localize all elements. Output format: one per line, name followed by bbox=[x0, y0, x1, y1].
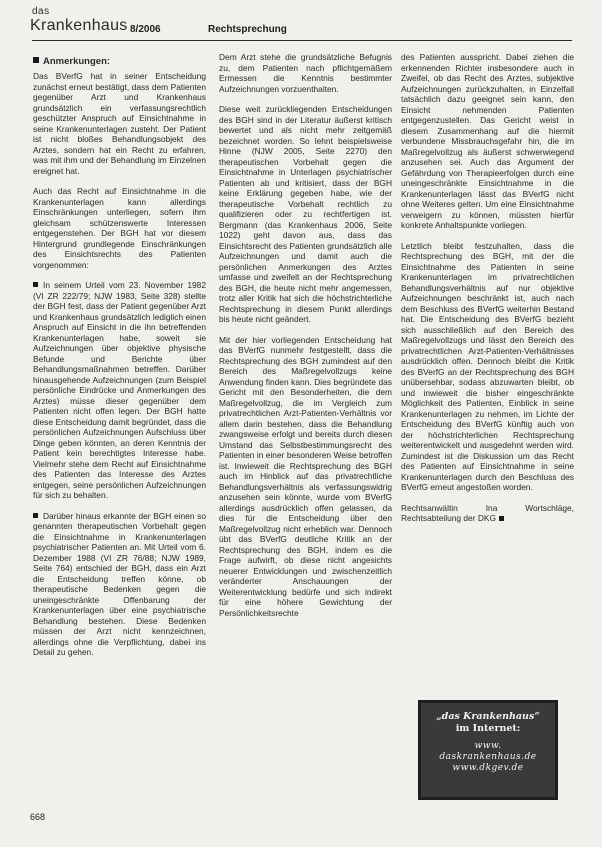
bullet-paragraph bbox=[33, 511, 206, 658]
internet-promo-box bbox=[418, 700, 558, 800]
square-bullet-icon bbox=[33, 57, 39, 63]
end-mark-icon bbox=[499, 516, 504, 521]
bullet-paragraph bbox=[33, 280, 206, 501]
bullet-text: Darüber hinaus erkannte der BGH einen so genannten therapeutischen Vorbehalt gegen die Einsichtnahme in Krankenunterlagen psychiatrischer Patienten an. Mit Urteil vom 6. Dezember 1988 (VI ZR 76/88; NJW 1989, Seite 764) entschied der BGH, dass ein Arzt die Entscheidung treffen könne, ob therapeutische Bedenken gegen die uneingeschränkte Offenbarung der Krankenunterlagen über eine psychiatrische Behandlung bestehen. Diese Bedenken müssen der Arzt nicht kennzeichnen, allerdings ohne die Verpflichtung, dabei ins Detail zu gehen. bbox=[33, 510, 206, 657]
bullet-text: In seinem Urteil vom 23. November 1982 (VI ZR 222/79; NJW 1983, Seite 328) stellte der BGH fest, dass der Patient gegenüber Arzt und Krankenhaus grundsätzlich lediglich einen Anspruch auf Einsicht in die ihn betreffenden Krankenunterlagen habe, soweit sie Aufzeichnungen über objektive physische Befunde und Berichte über Behandlungsmaßnahmen betreffen. Darüber hinausgehende Aufzeichnungen (zum Beispiel persönliche Eindrücke und Anmerkungen des Arztes) müsse dieser gegenüber dem Patienten nicht offen legen. Der BGH hatte diese Entscheidung damit begründet, dass die persönlichen Aufzeichnungen Aufschluss über Dinge geben könnten, an deren Kenntnis der Patient kein berechtigtes Interesse habe. Vielmehr stehe dem Recht auf Einsichtnahme des Patienten das Interesse des Arztes entgegen, seine persönlichen Aufzeichnungen für sich zu behalten. bbox=[33, 280, 206, 500]
notes-heading bbox=[33, 56, 206, 68]
issue-number: 8/2006 bbox=[130, 24, 161, 35]
paragraph: Diese weit zurückliegenden Entscheidungen des BGH sind in der Literatur äußerst kritisch bewertet und als nicht mehr zeitgemäß bezeichnet worden. So lehnt beispielsweise Hinne (NJW 2005, Seite 2270) den therapeutischen Vorbehalt gegen die Einsichtnahme in Unterlagen psychiatrischer Patienten ab und kritisiert, dass der BGH keine Erklärung gegeben habe, wie der therapeutische Vorbehalt rechtlich zu qualifizieren oder zu rechtfertigen ist. Bergmann (das Krankenhaus 2006, Seite 1022) geht davon aus, dass das Einsichtsrecht des Patienten grundsätzlich alle Aufzeichnungen und damit auch die persönlichen Anmerkungen des Arztes umfasse und zweifelt an der Rechtsprechung des BGH, die heute nicht mehr angemessen, trotz aller Kritik hat sich die höchstrichterliche Rechtsprechung in diesem Punkt allerdings bis heute nicht geändert. bbox=[219, 104, 392, 324]
paragraph: des Patienten ausspricht. Dabei ziehen die erkennenden Richter insbesondere auch in Zweifel, ob das Recht des Arztes, subjektive Aufzeichnungen zurückzuhalten, in Einzelfall tatsächlich dazu geeignet sein kann, den Einsicht nehmenden Patienten entgegenzustellen. Das Gericht weist in diesem Zusammenhang auf die hiermit verbundene Missbrauchsgefahr hin, die im Maßregelvollzug als äußerst schwerwiegend anzusehen sei. Auch das Argument der Gefährdung von Therapieerfolgen durch eine uneingeschränkte Einsichtnahme in die Krankenunterlagen lässt das BVerfG nicht ohne Weiteres gelten. Um eine Einsichtnahme verweigern zu können, müssten hierfür konkrete Anhaltspunkte vorliegen. bbox=[401, 52, 574, 230]
logo-main-text: Krankenhaus bbox=[30, 17, 128, 34]
promo-url-link[interactable]: daskrankenhaus.de bbox=[439, 752, 537, 762]
magazine-logo bbox=[30, 6, 126, 40]
column-left bbox=[33, 52, 206, 668]
author-signature bbox=[401, 503, 574, 524]
section-title: Rechtsprechung bbox=[208, 24, 287, 35]
promo-title: „das Krankenhaus“ bbox=[436, 711, 540, 722]
page-number: 668 bbox=[30, 812, 46, 822]
paragraph: Dem Arzt stehe die grundsätzliche Befugnis zu, dem Patienten nach pflichtgemäßem Ermessen die Kenntnis bestimmter Aufzeichnungen vorzuenthalten. bbox=[219, 52, 392, 94]
bullet-icon bbox=[33, 282, 38, 287]
paragraph: Mit der hier vorliegenden Entscheidung hat das BVerfG nunmehr festgestellt, dass die Rechtsprechung des BGH zumindest auf den Bereich des Maßregelvollzugs keine Anwendung finden kann. Dies begründete das Gericht mit den Besonderheiten, die dem Maßregelvollzug, die im Vergleich zum privatrechtlichen Arzt-Patienten-Verhältnis vor allem darin bestehen, dass die Behandlung zwangsweise erfolgt und bereits durch diesen Umstand das Selbstbestimmungsrecht des Patienten in einer besonderen Weise betroffen ist. Inwieweit die Rechtsprechung des BGH auch im Hinblick auf das privatrechtliche Behandlungsverhältnis als verfassungswidrig anzusehen sein könnte, wurde vom BVerfG allerdings ausdrücklich offen gelassen, da dies für die Entscheidung über den Maßregelvollzug nicht erheblich war. Dennoch übt das BVerfG deutliche Kritik an der Rechtsprechung des BGH, indem es die Frage aufwirft, ob diese nicht angesichts neuerer Entwicklungen und zwischenzeitlich veränderter Anschauungen der Weiterentwicklung bedürfe und sich indirekt für eine höhere Gewichtung der Persönlichkeitsrechte bbox=[219, 334, 392, 618]
paragraph: Auch das Recht auf Einsichtnahme in die Krankenunterlagen kann allerdings Einschränkungen unterliegen, sofern ihm gleichsam schützenswerte Interessen entgegenstehen. Der BGH hat vor diesem Hintergrund grundlegende Einschränkungen des Einsichtsrechts des Patienten vorgenommen: bbox=[33, 186, 206, 270]
paragraph: Das BVerfG hat in seiner Entscheidung zunächst erneut bestätigt, dass dem Patienten gegenüber Arzt und Krankenhaus grundsätzlich ein verfassungsrechtlich geschützter Anspruch auf Einsichtnahme in seine Krankenunterlagen zusteht. Der Patient ist nicht bloßes Behandlungsobjekt des Arztes, sondern hat ein Recht zu erfahren, was mit ihm und der Behandlung im Einzelnen ereignet hat. bbox=[33, 71, 206, 176]
column-middle bbox=[219, 52, 392, 628]
masthead bbox=[0, 0, 602, 50]
paragraph: Letztlich bleibt festzuhalten, dass die Rechtsprechung des BGH, mit der die Einsichtnahme des Patienten in seine Krankenunterlagen im privatrechtlichen Behandlungsverhältnis auf nur objektive Aufzeichnungen beschränkt ist, auch nach dem Beschluss des BVerfG weiterhin Bestand hat. Die Entscheidung des BVerfG bezieht sich ausschließlich auf den Bereich des Maßregelvollzugs und lässt den Bereich des privatrechtlichen Arzt-Patienten-Verhältnisses ausdrücklich offen. Dennoch bleibt die Kritik des BVerfG an der Rechtsprechung des BGH unübersehbar, sodass abzuwarten bleibt, ob und inwieweit die bisher eingeschränkte Möglichkeit des Patienten, Einblick in seine Krankenunterlagen zu nehmen, im Lichte der Entscheidung des BVerfG künftig auch von der höchstrichterlichen Rechtsprechung weiterentwickelt und ausgedehnt werden wird. Zumindest ist die Diskussion um das Recht des Patienten auf Einsichtnahme in seine Krankenunterlagen durch den Beschluss des BVerfG erneut angestoßen worden. bbox=[401, 240, 574, 492]
column-right bbox=[401, 52, 574, 534]
notes-heading-text: Anmerkungen: bbox=[43, 56, 111, 67]
promo-url-link-dkg[interactable]: www.dkgev.de bbox=[452, 763, 524, 773]
signature-text: Rechtsanwältin Ina Wortschläge, Rechtsabteilung der DKG bbox=[401, 502, 574, 523]
logo-small-text: das bbox=[32, 6, 50, 17]
promo-url-prefix: www. bbox=[474, 741, 502, 751]
promo-subtitle: im Internet: bbox=[455, 723, 521, 734]
bullet-icon bbox=[33, 513, 38, 518]
header-rule bbox=[32, 40, 572, 41]
